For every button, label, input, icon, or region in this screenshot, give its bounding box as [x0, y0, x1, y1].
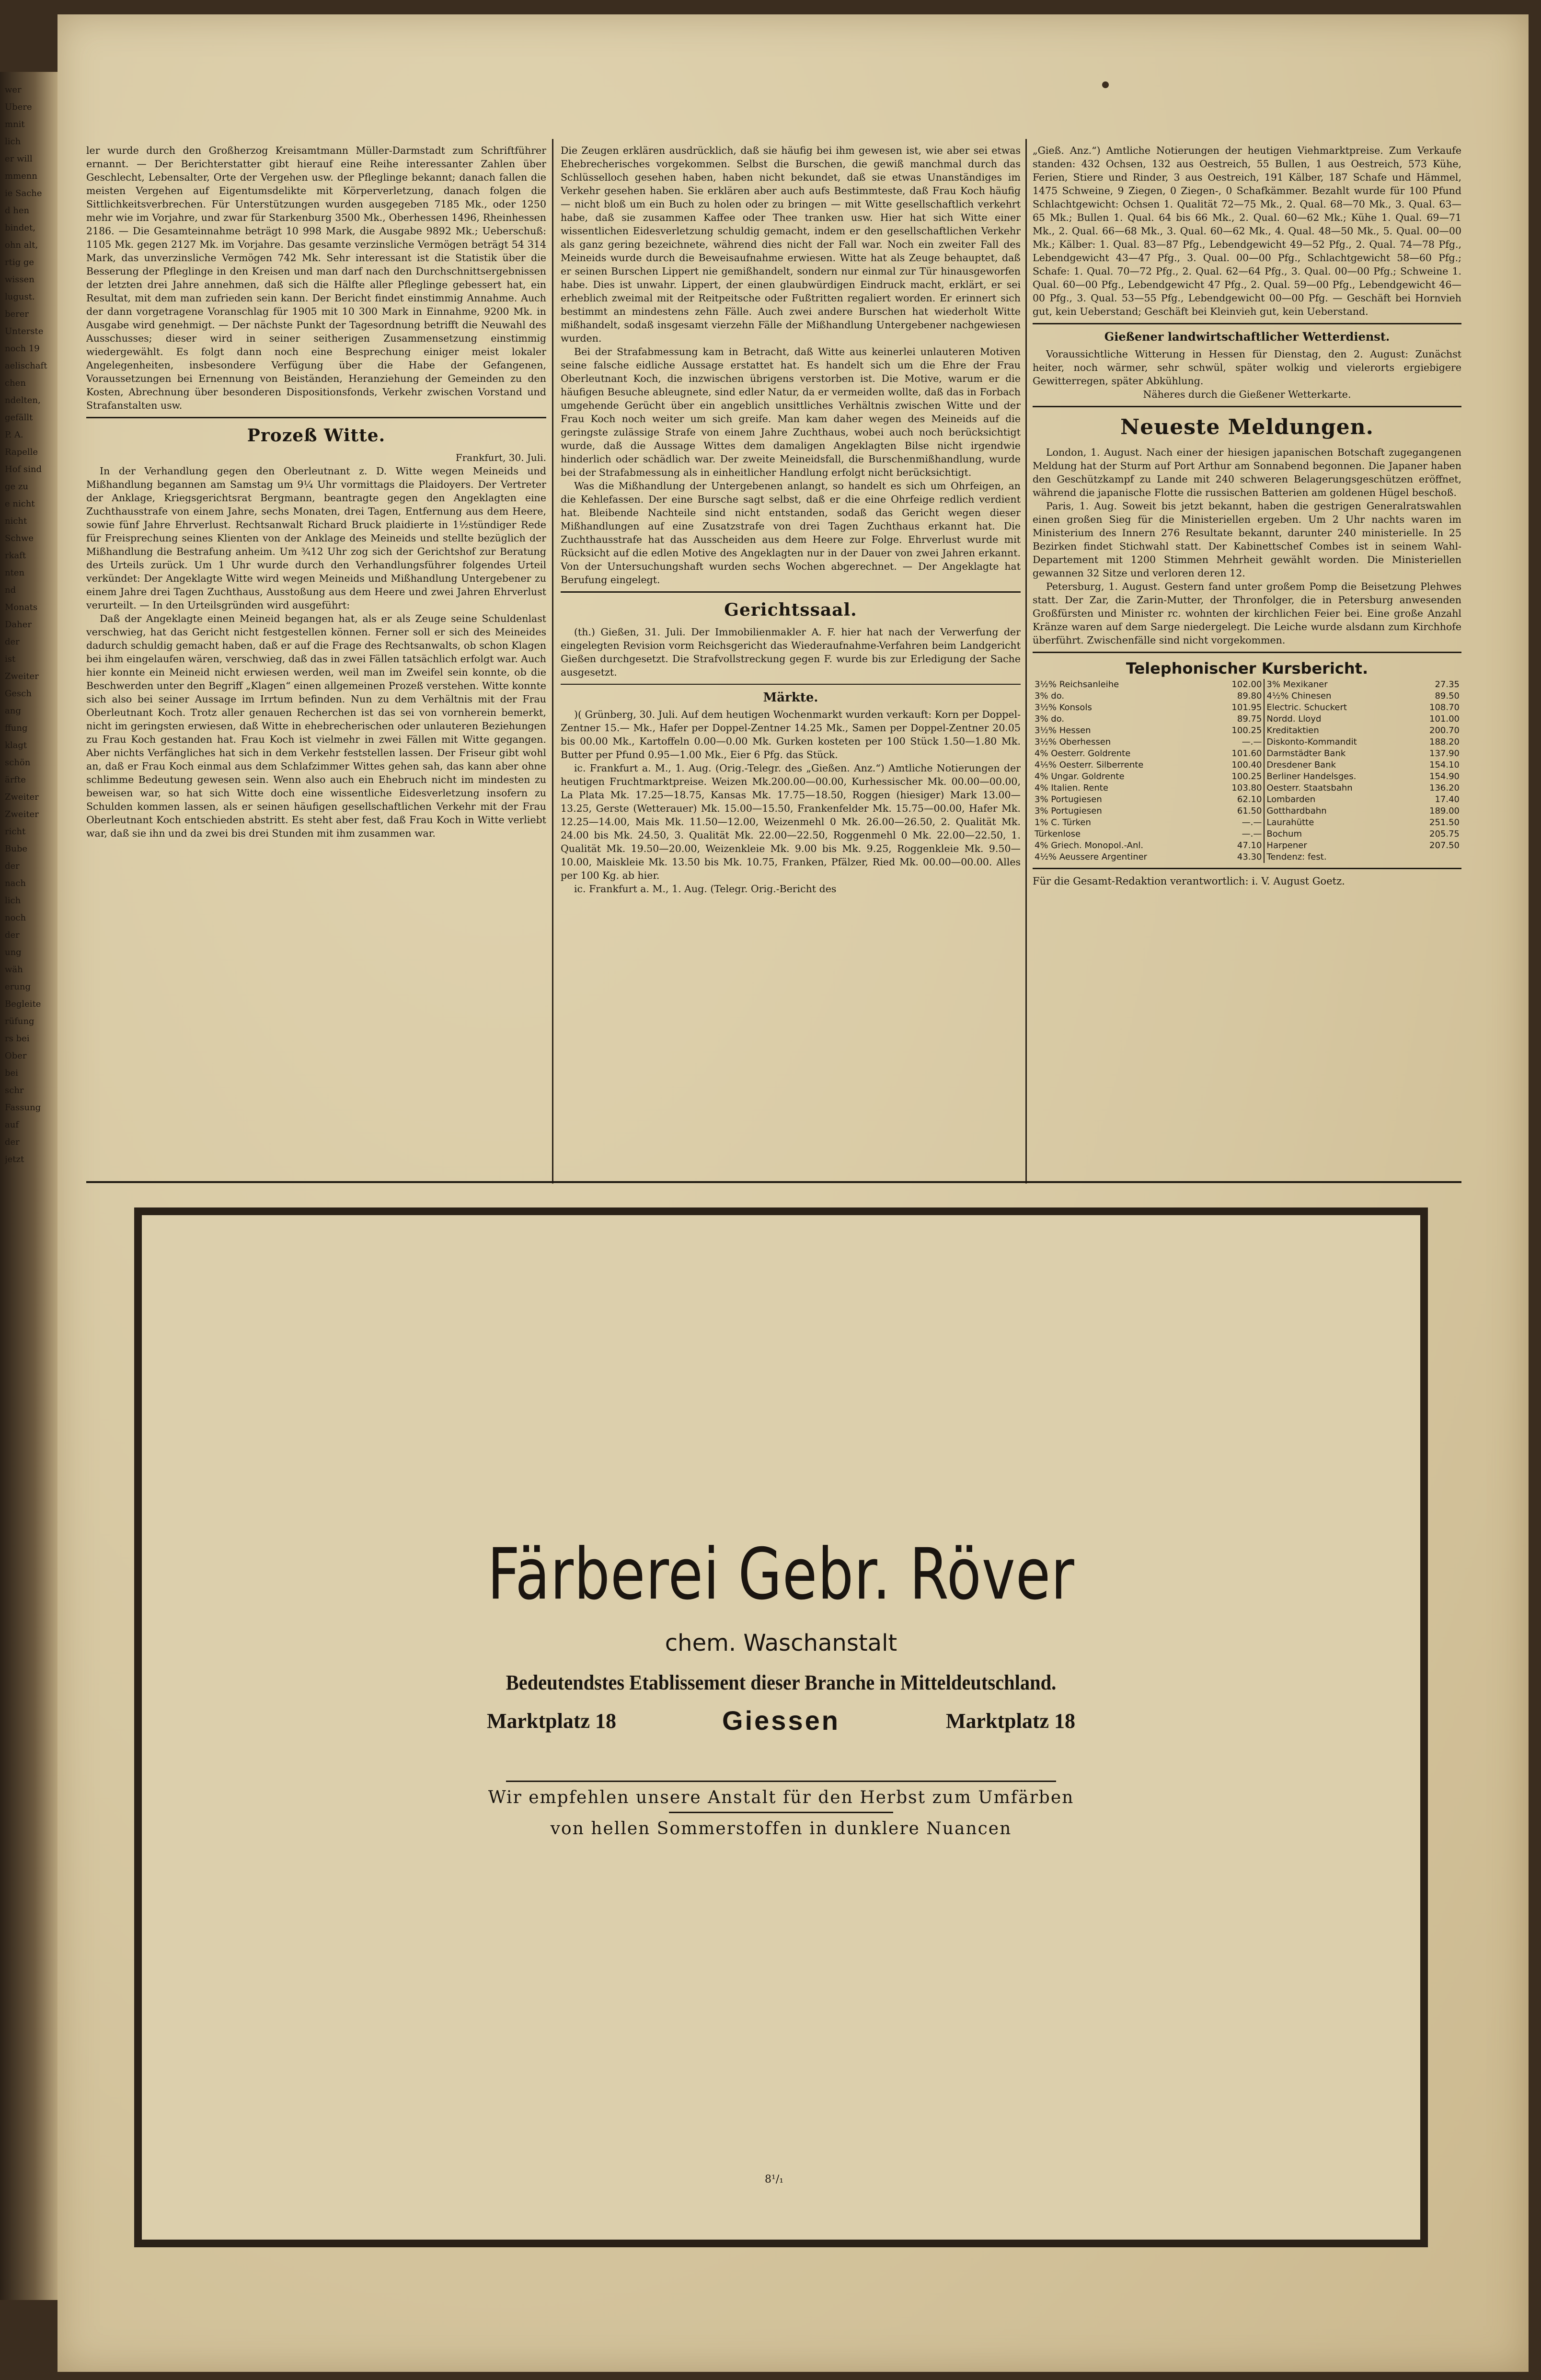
- stock-value: 100.25: [1211, 771, 1264, 782]
- stock-name: Harpener: [1266, 840, 1307, 851]
- bleed-fragment: rüfung: [5, 1016, 34, 1026]
- stock-value: 251.50: [1429, 817, 1460, 828]
- bleed-fragment: lich: [5, 896, 21, 906]
- stock-value: 188.20: [1429, 737, 1460, 747]
- bleed-fragment: richt: [5, 827, 26, 837]
- bleed-fragment: lich: [5, 137, 21, 147]
- divider: [561, 591, 1021, 593]
- bleed-fragment: er will: [5, 154, 33, 164]
- stock-name: 3% Portugiesen: [1035, 794, 1102, 805]
- stock-row: [1033, 840, 1461, 851]
- bleed-fragment: nach: [5, 878, 26, 888]
- divider: [1033, 406, 1461, 407]
- news-paragraph: London, 1. August. Nach einer der hiesigen japanischen Botschaft zugegangenen Meldung hat der Sturm auf Port Arthur am Sonnabend begonnen. Die Japaner haben den Geschützkampf zu Lande mit 240 schweren Belagerungsgeschützen eröffnet, während die japanische Flotte die russischen Batterien am goldenen Hügel beschoß.: [1033, 447, 1461, 498]
- bleed-text: [5, 81, 55, 2286]
- bleed-fragment: P. A.: [5, 430, 23, 440]
- divider: [1033, 868, 1461, 869]
- column-3: [1033, 144, 1461, 1150]
- stock-value: 103.80: [1211, 782, 1264, 794]
- bleed-fragment: Rapelle: [5, 447, 38, 457]
- stock-name: 4% Oesterr. Goldrente: [1035, 748, 1131, 759]
- market-paragraph: ic. Frankfurt a. M., 1. Aug. (Orig.-Telegr. des „Gießen. Anz.“) Amtliche Notierungen der heutigen Fruchtmarktpreise. Weizen Mk.200.00—00.00, Kurhessischer Mk. 00.00—00.00, La Plata Mk. 17.25—18.75, Kansas Mk. 17.75—18.50, Roggen (hiesiger) Mark 13.00—13.25, Gerste (Wetterauer) Mk. 15.00—15.50, Frankenfelder Mk. 15.75—00.00, Hafer Mk. 12.25—14.00, Mais Mk. 11.50—12.00, Weizenmehl 0 Mk. 26.00—26.50, 2. Qualität Mk. 24.00 bis Mk. 24.50, 3. Qualität Mk. 22.00—22.50, Roggenmehl 0 Mk. 22.00—22.50, 1. Qualität Mk. 19.50—20.00, Weizenkleie Mk. 9.00 bis Mk. 9.25, Roggenkleie Mk. 9.50—10.00, Maiskleie Mk. 13.50 bis Mk. 10.75, Franken, Pfälzer, Ried Mk. 00.00—00.00. Alles per 100 Kg. ab hier.: [561, 762, 1021, 881]
- bleed-fragment: Ubere: [5, 102, 32, 112]
- stock-row: [1033, 679, 1461, 690]
- bleed-fragment: Bube: [5, 844, 27, 854]
- bleed-fragment: mnit: [5, 119, 25, 129]
- stock-value: 61.50: [1211, 805, 1264, 817]
- stock-row: [1033, 759, 1461, 771]
- stock-value: 89.50: [1435, 691, 1460, 701]
- stock-name: Nordd. Lloyd: [1266, 714, 1322, 724]
- stock-name: Electric. Schuckert: [1266, 702, 1347, 713]
- dateline: Frankfurt, 30. Juli.: [455, 452, 546, 463]
- bleed-fragment: Fassung: [5, 1103, 41, 1113]
- column-1: [86, 144, 546, 1150]
- bleed-fragment: ge zu: [5, 482, 28, 492]
- bleed-fragment: Schwe: [5, 533, 34, 543]
- stock-name: 4⅕% Oesterr. Silberrente: [1035, 760, 1144, 770]
- bleed-fragment: ffung: [5, 723, 28, 733]
- stock-value: 154.90: [1429, 771, 1460, 782]
- ad-printer-mark: 8¹/₁: [765, 2173, 784, 2185]
- bleed-fragment: ohn alt,: [5, 240, 38, 250]
- bleed-fragment: klagt: [5, 740, 27, 750]
- article-paragraph: Daß der Angeklagte einen Meineid begangen hat, als er als Zeuge seine Schuldenlast verschwieg, hat das Gericht nicht festgestellen können. Ferner soll er sich des Meineides dadurch schuldig gemacht haben, daß er auf die Frage des Rechtsanwalts, ob schon Klagen bei ihm eingelaufen wären, verschwieg, daß das in zwei Fällen tatsächlich erfolgt war. Auch hier konnte ein Meineid nicht erwiesen werden, weil man im Zweifel sein konnte, ob die Beschwerden unter den Begriff „Klagen“ einen allgemeinen Prozeß verstehen. Witte konnte sich also bei seiner Aussage im Irrtum befinden. Nun zu dem Verhältnis mit der Frau Oberleutnant Koch. Trotz aller genauen Recherchen ist das sei von vornherein bemerkt, nicht im geringsten erwiesen, daß Witte in ehebrecherischen oder unlauteren Beziehungen zu Frau Koch gestanden hat. Frau Koch ist vielmehr in zwei Fällen mit Witte gegangen. Aber nichts Verfängliches hat sich in dem Verkehr feststellen lassen. Der Friseur gibt wohl an, daß er Frau Koch einmal aus dem Schlafzimmer Wittes gehen sah, das kann aber ohne schlimme Bedeutung gewesen sein. Wenn also auch ein Ehebruch nicht im mindesten zu beweisen war, so hat sich Witte doch eine wissentliche Eidesverletzung insofern zu Schulden kommen lassen, als er seinen häufigen gesellschaftlichen Verkehr mit der Frau Oberleutnant Koch entschieden abstritt. Es steht aber fest, daß Frau Koch in Witte verliebt war, daß sie ihn und da zwei bis drei Stunden mit ihm zusammen war.: [86, 613, 546, 839]
- ad-title: Färberei Gebr. Röver: [487, 1532, 1075, 1616]
- bleed-fragment: wer: [5, 85, 22, 95]
- bleed-fragment: nicht: [5, 516, 27, 526]
- stock-name: 1% C. Türken: [1035, 817, 1091, 828]
- stock-name: 4% Ungar. Goldrente: [1035, 771, 1125, 782]
- section-rule: [86, 1181, 1461, 1183]
- stock-value: 154.10: [1429, 760, 1460, 770]
- stock-name: 3% Portugiesen: [1035, 806, 1102, 816]
- stock-name: 3½% Hessen: [1035, 725, 1091, 736]
- bleed-fragment: jetzt: [5, 1154, 24, 1164]
- stock-value: 137.90: [1429, 748, 1460, 759]
- bleed-fragment: auf: [5, 1120, 19, 1130]
- bleed-fragment: nd: [5, 585, 16, 595]
- stock-row: [1033, 851, 1461, 863]
- news-paragraph: Paris, 1. Aug. Soweit bis jetzt bekannt, haben die gestrigen Generalratswahlen einen großen Sieg für die Ministeriellen ergeben. Um 2 Uhr nachts waren im Ministerium des Innern 276 Resultate bekannt, darunter 240 ministerielle. In 25 Bezirken findet Stichwahl statt. Der Kabinettschef Combes ist in seinem Wahl-Departement mit 1200 Stimmen Mehrheit gewählt worden. Die Ministeriellen gewannen 32 Sitze und verloren deren 12.: [1033, 500, 1461, 579]
- bleed-fragment: chen: [5, 378, 26, 388]
- heading-neueste-meldungen: Neueste Meldungen.: [1120, 415, 1374, 439]
- news-paragraph: Petersburg, 1. August. Gestern fand unter großem Pomp die Beisetzung Plehwes statt. Der Zar, die Zarin-Mutter, der Thronfolger, die in Petersburg anwesenden Großfürsten und Minister rc. wohnten der kirchlichen Feier bei. Eine große Anzahl Kränze waren auf dem Sarge niedergelegt. Die Leiche wurde alsdann zum Kirchhofe überführt. Zwischenfälle sind nicht vorgekommen.: [1033, 581, 1461, 646]
- weather-note: Näheres durch die Gießener Wetterkarte.: [1143, 389, 1351, 400]
- stock-value: 136.20: [1429, 783, 1460, 793]
- bleed-fragment: der: [5, 861, 20, 871]
- bleed-fragment: schön: [5, 758, 31, 768]
- stock-row: [1033, 817, 1461, 828]
- bleed-fragment: Monats: [5, 602, 38, 612]
- stock-value: —.—: [1211, 736, 1264, 748]
- column-rule-1: [552, 139, 553, 1184]
- stock-row: [1033, 805, 1461, 817]
- stock-row: [1033, 702, 1461, 713]
- bleed-fragment: der: [5, 637, 20, 647]
- bleed-fragment: Begleite: [5, 999, 41, 1009]
- heading-gerichtssaal: Gerichtssaal.: [724, 600, 857, 620]
- gericht-paragraph: (th.) Gießen, 31. Juli. Der Immobilienmakler A. F. hier hat nach der Verwerfung der eingelegten Revision vorm Reichsgericht das Wiederaufnahme-Verfahren beim Landgericht Gießen durchgesetzt. Die Strafvollstreckung gegen F. wurde bis zur Erledigung der Sache ausgesetzt.: [561, 626, 1021, 678]
- bleed-fragment: ndelten,: [5, 395, 41, 405]
- bleed-fragment: der: [5, 930, 20, 940]
- stock-value: 101.00: [1429, 714, 1460, 724]
- heading-maerkte: Märkte.: [763, 690, 818, 705]
- bleed-fragment: bindet,: [5, 223, 36, 233]
- stock-value: 89.75: [1211, 713, 1264, 725]
- stock-name: Darmstädter Bank: [1266, 748, 1346, 759]
- stock-value: 43.30: [1211, 851, 1264, 863]
- article-paragraph: In der Verhandlung gegen den Oberleutnant z. D. Witte wegen Meineids und Mißhandlung begannen am Samstag um 9¼ Uhr vormittags die Plaidoyers. Der Vertreter der Anklage, Kriegsgerichtsrat Bergmann, beantragte gegen den Angeklagten eine Zuchthausstrafe von einem Jahre, sechs Monaten, drei Tagen, Entfernung aus dem Heere, sowie fünf Jahre Ehrverlust. Rechtsanwalt Richard Bruck plaidierte in 1½stündiger Rede für Freisprechung seines Klienten von der Anklage des Meineids und stellte bezüglich der Mißhandlung die Bestrafung anheim. Um ¾12 Uhr zog sich der Gerichtshof zur Beratung des Urteils zurück. Um 1 Uhr wurde durch den Verhandlungsführer folgendes Urteil verkündet: Der Angeklagte Witte wird wegen Meineids und Mißhandlung Untergebener zu einem Jahre drei Tagen Zuchthaus, Ausstoßung aus dem Heere und zwei Jahren Ehrverlust verurteilt. — In den Urteilsgründen wird ausgeführt:: [86, 465, 546, 611]
- stock-value: 108.70: [1429, 702, 1460, 713]
- stock-value: 189.00: [1429, 806, 1460, 816]
- stock-value: 200.70: [1429, 725, 1460, 736]
- stock-name: Tendenz: fest.: [1266, 852, 1327, 862]
- bleed-fragment: der: [5, 1137, 20, 1147]
- stock-name: 3½% Konsols: [1035, 702, 1092, 713]
- ad-city: Giessen: [722, 1705, 840, 1736]
- bleed-fragment: Zweiter: [5, 809, 39, 819]
- bleed-fragment: rkaft: [5, 551, 26, 561]
- stock-row: [1033, 736, 1461, 748]
- article-paragraph: Bei der Strafabmessung kam in Betracht, daß Witte aus keinerlei unlauteren Motiven seine falsche eidliche Aussage erstattet hat. Es handelt sich um die Ehre der Frau Oberleutnant Koch, die inzwischen übrigens verstorben ist. Die Motive, warum er die häufigen Besuche ableugnete, sind edler Natur, da er vermeiden wollte, daß das in Forbach umgehende Gerücht über ein angeblich unsittliches Verhältnis zwischen Witte und der Frau Koch noch weiter um sich greife. Man kam daher wegen des Meineids auf die geringste zulässige Strafe von einem Jahre Zuchthaus, wobei auch noch berücksichtigt wurde, daß die Aussage Wittes dem damaligen Angeklagten Bilse nicht irgendwie hinderlich oder schädlich war. Der zweite Meineidsfall, die Burschenmißhandlung, wurde bei der Strafabmessung als in einheitlicher Handlung erfolgt nicht berücksichtigt.: [561, 346, 1021, 478]
- stock-value: 27.35: [1435, 679, 1460, 690]
- bleed-fragment: ie Sache: [5, 188, 42, 198]
- ad-text-line-2: von hellen Sommerstoffen in dunklere Nuancen: [550, 1819, 1012, 1839]
- column-2: [561, 144, 1021, 1150]
- bleed-fragment: ärfte: [5, 775, 26, 785]
- stock-value: 47.10: [1211, 840, 1264, 851]
- bleed-fragment: noch 19: [5, 344, 40, 354]
- stock-name: Bochum: [1266, 829, 1302, 839]
- heading-kursbericht: Telephonischer Kursbericht.: [1126, 659, 1368, 678]
- market-paragraph: )( Grünberg, 30. Juli. Auf dem heutigen Wochenmarkt wurden verkauft: Korn per Doppel-Zentner 15.— Mk., Hafer per Doppel-Zentner 14.25 Mk., Samen per Doppel-Zentner 20.05 bis 00.00 Mk., Kartoffeln 0.00—0.00 Mk. Gurken kosteten per 100 Stück 1.50—1.80 Mk. Butter per Pfund 0.95—1.00 Mk., Eier 6 Pfg. das Stück.: [561, 709, 1021, 760]
- bleed-fragment: wissen: [5, 275, 34, 285]
- bleed-fragment: lugust.: [5, 292, 35, 302]
- bleed-fragment: gefällt: [5, 413, 33, 423]
- stock-value: [1409, 851, 1461, 863]
- stock-value: 100.40: [1211, 759, 1264, 771]
- bleed-fragment: schr: [5, 1085, 24, 1095]
- stock-name: 3% do.: [1035, 714, 1065, 724]
- stock-value: —.—: [1211, 817, 1264, 828]
- bleed-fragment: Zweiter: [5, 671, 39, 681]
- stock-name: Lombarden: [1266, 794, 1316, 805]
- stock-value: 207.50: [1429, 840, 1460, 851]
- stock-value: 62.10: [1211, 794, 1264, 805]
- heading-wetterdienst: Gießener landwirtschaftlicher Wetterdienst.: [1104, 330, 1390, 344]
- stock-row: [1033, 748, 1461, 759]
- ad-subtitle: chem. Waschanstalt: [665, 1630, 897, 1656]
- stock-row: [1033, 713, 1461, 725]
- stock-name: 4½% Chinesen: [1266, 691, 1332, 701]
- bleed-fragment: Zweiter: [5, 792, 39, 802]
- ad-rule-top: [506, 1781, 1056, 1782]
- stock-name: Gotthardbahn: [1266, 806, 1327, 816]
- heading-prozess-witte: Prozeß Witte.: [247, 425, 386, 446]
- bleed-fragment: Hof sind: [5, 464, 42, 474]
- divider: [86, 417, 546, 418]
- bleed-fragment: ist: [5, 654, 16, 664]
- stock-name: Laurahütte: [1266, 817, 1314, 828]
- stock-name: Diskonto-Kommandit: [1266, 737, 1357, 747]
- stock-name: 4% Italien. Rente: [1035, 783, 1108, 793]
- stock-name: 4% Griech. Monopol.-Anl.: [1035, 840, 1144, 851]
- bleed-fragment: Daher: [5, 620, 32, 630]
- stock-value: 205.75: [1429, 829, 1460, 839]
- weather-paragraph: Voraussichtliche Witterung in Hessen für Dienstag, den 2. August: Zunächst heiter, noch wärmer, sehr schwül, später wolkig und vielerorts ergiebigere Gewitterregen, später Abkühlung.: [1033, 348, 1461, 387]
- stock-name: 3½% Oberhessen: [1035, 737, 1111, 747]
- bleed-fragment: Unterste: [5, 326, 44, 336]
- advertisement-box: [134, 1207, 1428, 2247]
- column-rule-2: [1025, 139, 1027, 1184]
- stock-row: [1033, 725, 1461, 736]
- stock-value: 102.00: [1211, 679, 1264, 690]
- market-paragraph: ic. Frankfurt a. M., 1. Aug. (Telegr. Orig.-Bericht des: [574, 883, 837, 895]
- ad-text-line-1: Wir empfehlen unsere Anstalt für den Herbst zum Umfärben: [488, 1788, 1074, 1807]
- ad-address-right: Marktplatz 18: [945, 1709, 1075, 1733]
- bleed-fragment: ung: [5, 947, 22, 957]
- stock-name: Türkenlose: [1035, 829, 1081, 839]
- stock-row: [1033, 690, 1461, 702]
- bleed-fragment: noch: [5, 913, 26, 923]
- article-paragraph: Was die Mißhandlung der Untergebenen anlangt, so handelt es sich um Ohrfeigen, an die Kehlefassen. Der eine Bursche sagt selbst, daß er die eine Ohrfeige redlich verdient hat. Bleibende Nachteile sind nicht entstanden, sodaß das Gericht wegen dieser Mißhandlungen auf eine Zusatzstrafe von drei Tagen Zuchthaus erkannt hat. Die Zuchthausstrafe hat das Ausscheiden aus dem Heere zur Folge. Ehrverlust wurde mit Rücksicht auf die edlen Motive des Angeklagten nur in der Dauer von zwei Jahren erkannt. Von der Untersuchungshaft wurden sechs Wochen abgerechnet. — Der Angeklagte hat Berufung eingelegt.: [561, 480, 1021, 586]
- stock-name: 3% Mexikaner: [1266, 679, 1328, 690]
- bleed-fragment: berer: [5, 309, 29, 319]
- stock-value: 17.40: [1435, 794, 1460, 805]
- divider: [561, 684, 1021, 685]
- divider: [1033, 323, 1461, 324]
- stock-value: 89.80: [1211, 690, 1264, 702]
- stock-table: [1033, 679, 1461, 863]
- bleed-fragment: wäh: [5, 965, 23, 975]
- left-page-bleed: [0, 72, 58, 2300]
- stock-row: [1033, 828, 1461, 840]
- bleed-fragment: ang: [5, 706, 21, 716]
- bleed-fragment: rtig ge: [5, 257, 34, 267]
- bleed-fragment: e nicht: [5, 499, 35, 509]
- bleed-fragment: mmenn: [5, 171, 37, 181]
- bleed-fragment: rs bei: [5, 1034, 30, 1044]
- cattle-market-paragraph: „Gieß. Anz.“) Amtliche Notierungen der heutigen Viehmarktpreise. Zum Verkaufe standen: 432 Ochsen, 132 aus Oestreich, 55 Bullen, 1 aus Oestreich, 573 Kühe, Ferien, Stiere und Rinder, 3 aus Oestreich, 191 Kälber, 187 Schafe und Hämmel, 1475 Schweine, 9 Ziegen, 0 Ziegen-, 0 Schafkämmer. Bezahlt wurde für 100 Pfund Schlachtgewicht: Ochsen 1. Qualität 72—75 Mk., 2. Qual. 68—70 Mk., 3. Qual. 63—65 Mk.; Bullen 1. Qual. 64 bis 66 Mk., 2. Qual. 60—62 Mk.; Kühe 1. Qual. 69—71 Mk., 2. Qual. 66—68 Mk., 3. Qual. 60—62 Mk., 4. Qual. 48—50 Mk., 5. Qual. 00—00 Mk.; Kälber: 1. Qual. 83—87 Pfg., Lebendgewicht 49—52 Pfg., 2. Qual. 74—78 Pfg., Lebendgewicht 43—47 Pfg., 3. Qual. 00—00 Pfg., Schlachtgewicht 58—60 Pfg.; Schafe: 1. Qual. 70—72 Pfg., 2. Qual. 62—64 Pfg., 3. Qual. 00—00 Pfg.; Schweine 1. Qual. 60—00 Pfg., Lebendgewicht 47 Pfg., 2. Qual. 59—00 Pfg., Lebendgewicht 46—00 Pfg., 3. Qual. 53—55 Pfg., Lebendgewicht 00—00 Pfg. — Geschäft bei Hornvieh gut, kein Ueberstand; Geschäft bei Kleinvieh gut, kein Ueberstand.: [1033, 145, 1461, 317]
- column-1-intro: ler wurde durch den Großherzog Kreisamtmann Müller-Darmstadt zum Schriftführer ernannt. — Der Berichterstatter gibt hierauf eine Reihe interessanter Zahlen über Geschlecht, Lebensalter, Orte der Vergehen usw. der Pfleglinge bekannt; danach fallen die meisten Vergehen auf Eigentumsdelikte mit Körperverletzung, danach folgen die Sittlichkeitsverbrechen. Für Unterstützungen wurden ausgegeben 7185 Mk., oder 1250 mehr wie im Vorjahre, und zwar für Starkenburg 3500 Mk., Oberhessen 1496, Rheinhessen 2186. — Die Gesamteinnahme beträgt 10 998 Mark, die Ausgabe 9892 Mk.; Ueberschuß: 1105 Mk. gegen 2127 Mk. im Vorjahre. Das gesamte verzinsliche Vermögen beträgt 54 314 Mark, das unverzinsliche Vermögen 742 Mk. Sehr interessant ist die Statistik über die Besserung der Pfleglinge in den Kreisen und man darf nach den Durchschnittsergebnissen der letzten drei Jahre annehmen, daß sich die Hälfte aller Pfleglinge gebessert hat, ein Resultat, mit dem man zufrieden sein kann. Der Bericht findet einstimmig Annahme. Auch der dann vorgetragene Voranschlag für 1905 mit 10 300 Mark in Einnahme, 9200 Mk. in Ausgabe wird genehmigt. — Der nächste Punkt der Tagesordnung betrifft die Neuwahl des Ausschusses; dieser wird in seiner seitherigen Zusammensetzung einstimmig wiedergewählt. Es folgt dann noch eine Besprechung einiger meist lokaler Angelegenheiten, insbesondere Verfügung über die Habe der Gefangenen, Voraussetzungen bei Ernennung von Beiständen, Heranziehung der Gemeinden zu den Kosten, Abrechnung über besonderen Dispositionsfonds, Verkehr zwischen Vorstand und Strafanstalten usw.: [86, 145, 546, 411]
- stock-name: Kreditaktien: [1266, 725, 1319, 736]
- stock-name: 3½% Reichsanleihe: [1035, 679, 1119, 690]
- page-hole: [1102, 81, 1109, 88]
- stock-name: 3% do.: [1035, 691, 1065, 701]
- stock-name: Oesterr. Staatsbahn: [1266, 783, 1353, 793]
- bleed-fragment: erung: [5, 982, 31, 992]
- stock-value: 101.60: [1211, 748, 1264, 759]
- stock-value: —.—: [1211, 828, 1264, 840]
- ad-tagline: Bedeutendstes Etablissement dieser Branche in Mitteldeutschland.: [506, 1671, 1057, 1694]
- editorial-footer: Für die Gesamt-Redaktion verantwortlich: i. V. August Goetz.: [1033, 875, 1345, 887]
- bleed-fragment: d hen: [5, 206, 30, 216]
- stock-row: [1033, 794, 1461, 805]
- bleed-fragment: Ober: [5, 1051, 27, 1061]
- bleed-fragment: Gesch: [5, 689, 32, 699]
- bleed-fragment: aelischaft: [5, 361, 47, 371]
- article-paragraph: Die Zeugen erklären ausdrücklich, daß sie häufig bei ihm gewesen ist, wie aber sei etwas Ehebrecherisches vorgekommen. Selbst die Burschen, die gewiß manchmal durch das Schlüsselloch gesehen haben, haben nicht bekundet, daß sie etwas Unanständiges im Verkehr gesehen haben. Sie erklären aber auch aufs Bestimmteste, daß Frau Koch häufig — nicht bloß um ein Buch zu holen oder zu bringen — mit Witte gesellschaftlich verkehrt habe, daß sie zusammen Kaffee oder Thee tranken usw. Hier hat sich Witte einer wissentlichen Eidesverletzung schuldig gemacht, indem er den gesellschaftlichen Verkehr als ganz gering bezeichnete, während dies nicht der Fall war. Noch ein zweiter Fall des Meineids wurde durch die Beweisaufnahme erwiesen. Witte hat als Zeuge behauptet, daß er seinen Burschen Lippert nie gemißhandelt, sondern nur einmal zur Tür hinausgeworfen habe. Dies ist unwahr. Lippert, der einen glaubwürdigen Eindruck macht, erklärt, er sei erheblich zweimal mit der Reitpeitsche oder Fußtritten regaliert worden. Er erinnert sich bestimmt an mindestens zehn Fälle. Auch zwei andere Burschen hat wiederholt Witte mißhandelt, sodaß insgesamt vierzehn Fälle der Mißhandlung Untergebener nachgewiesen wurden.: [561, 145, 1021, 344]
- stock-row: [1033, 782, 1461, 794]
- ad-address-left: Marktplatz 18: [487, 1709, 617, 1733]
- bleed-fragment: nten: [5, 568, 25, 578]
- divider: [1033, 652, 1461, 653]
- stock-name: Dresdener Bank: [1266, 760, 1336, 770]
- stock-row: [1033, 771, 1461, 782]
- ad-rule-mid: [669, 1812, 893, 1813]
- bleed-fragment: bei: [5, 1068, 18, 1078]
- stock-name: Berliner Handelsges.: [1266, 771, 1357, 782]
- stock-value: 101.95: [1211, 702, 1264, 713]
- stock-value: 100.25: [1211, 725, 1264, 736]
- stock-name: 4½% Aeussere Argentiner: [1035, 852, 1148, 862]
